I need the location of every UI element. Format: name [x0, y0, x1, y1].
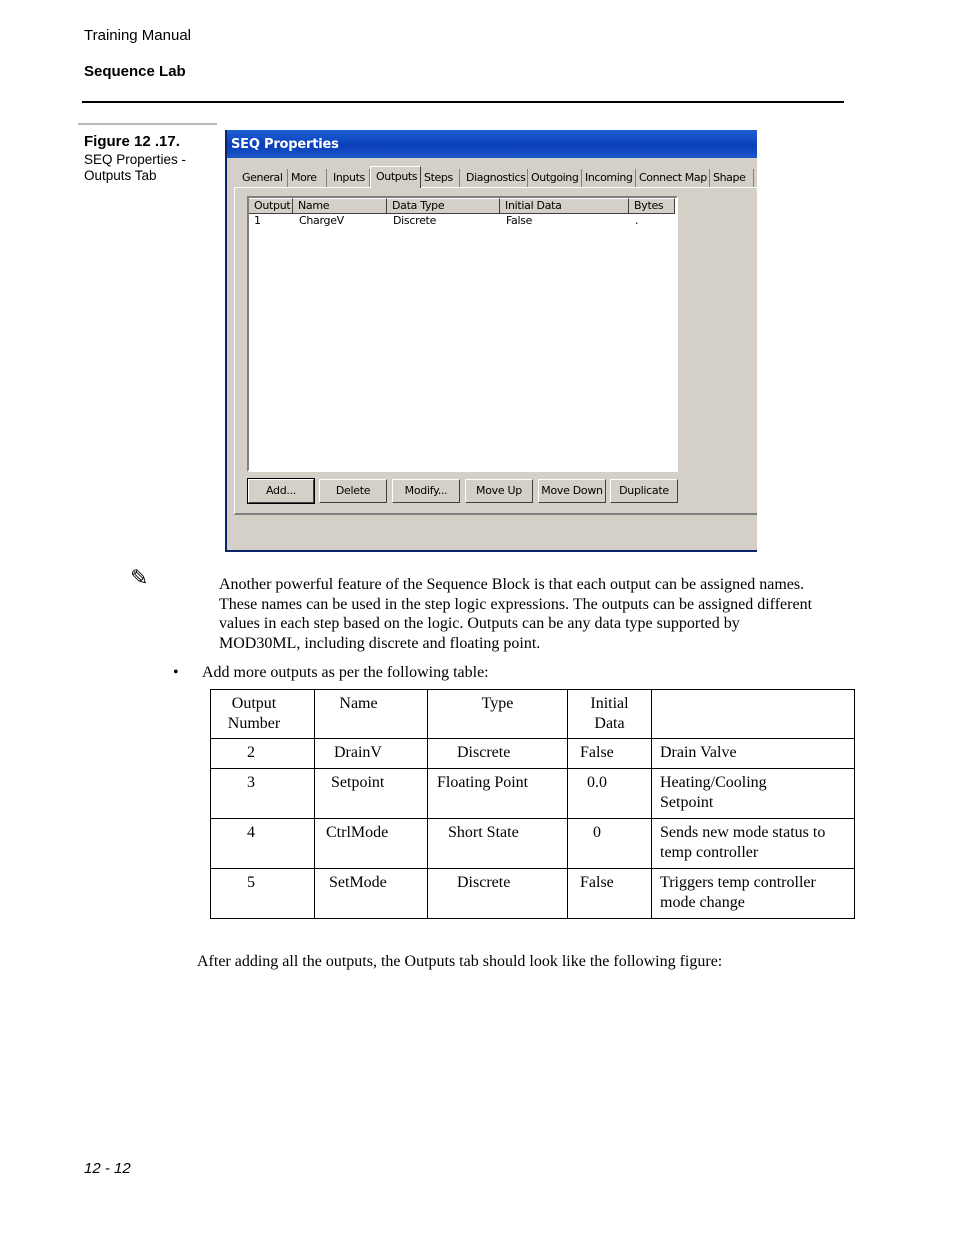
after-text: After adding all the outputs, the Outputs tab should look like the following figure:: [197, 953, 723, 970]
figure-caption: SEQ Properties - Outputs Tab: [84, 152, 187, 183]
header-rule: [82, 101, 844, 103]
column-header-output[interactable]: Output: [249, 198, 293, 214]
column-header-initial-data[interactable]: Initial Data: [500, 198, 629, 214]
page-number: 12 - 12: [84, 1160, 131, 1177]
table-header-type: Type: [428, 690, 568, 739]
table-cell-initial: False: [568, 869, 652, 919]
header-subtitle: Sequence Lab: [84, 63, 186, 80]
table-cell-type: Floating Point: [428, 769, 568, 819]
tab-steps[interactable]: Steps: [421, 169, 460, 187]
table-cell-description: Drain Valve: [652, 739, 855, 769]
tab-diagnostics[interactable]: Diagnostics: [460, 169, 528, 187]
column-header-name[interactable]: Name: [293, 198, 387, 214]
figure-rule: [78, 123, 217, 125]
table-cell-type: Short State: [428, 819, 568, 869]
table-cell-name: DrainV: [315, 739, 428, 769]
move-up-button[interactable]: Move Up: [465, 479, 533, 503]
figure-label: Figure 12 .17.: [84, 133, 180, 150]
cell-output: 1: [254, 214, 261, 227]
outputs-list[interactable]: [247, 196, 678, 472]
table-cell-number: 4: [211, 819, 315, 869]
table-cell-name: SetMode: [315, 869, 428, 919]
table-row: [211, 869, 855, 919]
cell-initial-data: False: [506, 214, 533, 227]
cell-data-type: Discrete: [393, 214, 437, 227]
table-cell-number: 5: [211, 869, 315, 919]
tab-shape[interactable]: Shape: [710, 169, 754, 187]
table-header-name: Name: [315, 690, 428, 739]
delete-button[interactable]: Delete: [319, 479, 387, 503]
table-cell-initial: 0.0: [568, 769, 652, 819]
dialog-titlebar[interactable]: [227, 130, 757, 158]
seq-properties-dialog: [225, 130, 757, 552]
body-paragraph: Another powerful feature of the Sequence Block is that each output can be assigned names. These names can be used in the step logic expressions. The outputs can be assigned different values in each step based on the logic. Outputs can be any data type supported by MOD30ML, including discrete and floating point.: [219, 576, 813, 653]
cell-name: ChargeV: [299, 214, 344, 227]
bullet-icon: •: [173, 664, 179, 681]
table-cell-description: Sends new mode status to temp controller: [652, 819, 855, 869]
duplicate-button[interactable]: Duplicate: [610, 479, 678, 503]
table-row: [211, 819, 855, 869]
table-row: [211, 739, 855, 769]
table-cell-number: 2: [211, 739, 315, 769]
table-header-output-number: Output Number: [211, 690, 315, 739]
tab-outgoing[interactable]: Outgoing: [528, 169, 582, 187]
table-cell-description: Triggers temp controller mode change: [652, 869, 855, 919]
table-cell-initial: 0: [568, 819, 652, 869]
column-header-data-type[interactable]: Data Type: [387, 198, 500, 214]
table-row: [211, 769, 855, 819]
modify-button[interactable]: Modify...: [392, 479, 460, 503]
table-cell-description: Heating/Cooling Setpoint: [652, 769, 855, 819]
table-header-initial-data: Initial Data: [568, 690, 652, 739]
table-header-row: [211, 690, 855, 739]
tab-outputs[interactable]: Outputs: [370, 166, 421, 188]
cell-bytes: .: [635, 214, 639, 227]
dialog-title: SEQ Properties: [231, 137, 339, 152]
table-cell-number: 3: [211, 769, 315, 819]
outputs-table: [210, 689, 855, 919]
table-cell-initial: False: [568, 739, 652, 769]
bullet-text: Add more outputs as per the following table:: [202, 664, 489, 681]
table-header-description: [652, 690, 855, 739]
tab-incoming[interactable]: Incoming: [582, 169, 636, 187]
pencil-note-icon: ✎: [130, 566, 149, 591]
tab-inputs[interactable]: Inputs: [327, 169, 370, 187]
table-cell-type: Discrete: [428, 869, 568, 919]
table-cell-type: Discrete: [428, 739, 568, 769]
move-down-button[interactable]: Move Down: [538, 479, 606, 503]
table-cell-name: Setpoint: [315, 769, 428, 819]
tab-connect-map[interactable]: Connect Map: [636, 169, 710, 187]
tab-general[interactable]: General: [239, 169, 288, 187]
add-button[interactable]: Add...: [248, 479, 314, 503]
header-title: Training Manual: [84, 27, 191, 44]
tab-more[interactable]: More: [288, 169, 327, 187]
table-cell-name: CtrlMode: [315, 819, 428, 869]
column-header-bytes[interactable]: Bytes: [629, 198, 675, 214]
